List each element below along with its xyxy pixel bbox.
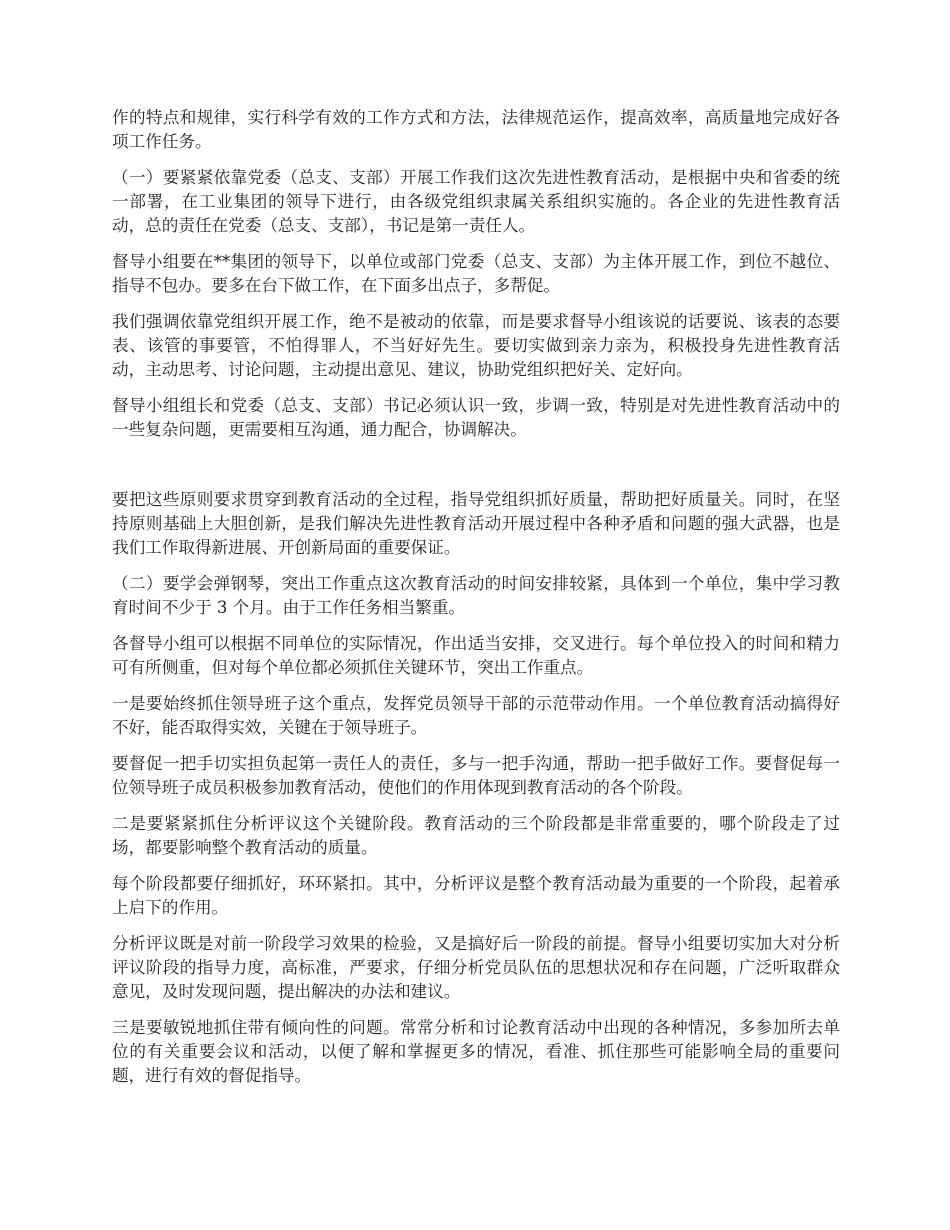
paragraph: 督导小组组长和党委（总支、支部）书记必须认识一致，步调一致，特别是对先进性教育活动中的一些复杂问题，更需要相互沟通，通力配合，协调解决。 xyxy=(112,396,840,439)
paragraph: 各督导小组可以根据不同单位的实际情况，作出适当安排，交叉进行。每个单位投入的时间和精力可有所侧重，但对每个单位都必须抓住关键环节，突出工作重点。 xyxy=(112,634,840,677)
paragraph: 一是要始终抓住领导班子这个重点，发挥党员领导干部的示范带动作用。一个单位教育活动搞得好不好，能否取得实效，关键在于领导班子。 xyxy=(112,694,840,737)
paragraph: 二是要紧紧抓住分析评议这个关键阶段。教育活动的三个阶段都是非常重要的，哪个阶段走了过场，都要影响整个教育活动的质量。 xyxy=(112,814,840,857)
paragraph: 分析评议既是对前一阶段学习效果的检验，又是搞好后一阶段的前提。督导小组要切实加大对分析评议阶段的指导力度，高标准，严要求，仔细分析党员队伍的思想状况和存在问题，广泛听取群众意见，及时发现问题，提出解决的办法和建议。 xyxy=(112,934,840,1001)
paragraph: 三是要敏锐地抓住带有倾向性的问题。常常分析和讨论教育活动中出现的各种情况，多参加所去单位的有关重要会议和活动，以便了解和掌握更多的情况，看准、抓住那些可能影响全局的重要问题，进行有效的督促指导。 xyxy=(112,1018,840,1085)
paragraph: 我们强调依靠党组织开展工作，绝不是被动的依靠，而是要求督导小组该说的话要说、该表的态要表、该管的事要管，不怕得罪人，不当好好先生。要切实做到亲力亲为，积极投身先进性教育活动，主动思考、讨论问题，主动提出意见、建议，协助党组织把好关、定好向。 xyxy=(112,312,840,379)
paragraph: 要把这些原则要求贯穿到教育活动的全过程，指导党组织抓好质量，帮助把好质量关。同时，在坚持原则基础上大胆创新，是我们解决先进性教育活动开展过程中各种矛盾和问题的强大武器，也是我们工作取得新进展、开创新局面的重要保证。 xyxy=(112,490,840,557)
paragraph: （一）要紧紧依靠党委（总支、支部）开展工作我们这次先进性教育活动，是根据中央和省委的统一部署，在工业集团的领导下进行，由各级党组织隶属关系组织实施的。各企业的先进性教育活动，总的责任在党委（总支、支部），书记是第一责任人。 xyxy=(112,168,840,235)
paragraph: （二）要学会弹钢琴，突出工作重点这次教育活动的时间安排较紧，具体到一个单位，集中学习教育时间不少于 3 个月。由于工作任务相当繁重。 xyxy=(112,574,840,617)
paragraph: 每个阶段都要仔细抓好，环环紧扣。其中，分析评议是整个教育活动最为重要的一个阶段，起着承上启下的作用。 xyxy=(112,874,840,917)
paragraph: 督导小组要在**集团的领导下，以单位或部门党委（总支、支部）为主体开展工作，到位不越位、指导不包办。要多在台下做工作，在下面多出点子，多帮促。 xyxy=(112,252,840,295)
section-gap xyxy=(112,454,840,488)
document-body xyxy=(112,106,840,1100)
paragraph: 要督促一把手切实担负起第一责任人的责任，多与一把手沟通，帮助一把手做好工作。要督促每一位领导班子成员积极参加教育活动，使他们的作用体现到教育活动的各个阶段。 xyxy=(112,754,840,797)
paragraph: 作的特点和规律，实行科学有效的工作方式和方法，法律规范运作，提高效率，高质量地完成好各项工作任务。 xyxy=(112,108,840,151)
